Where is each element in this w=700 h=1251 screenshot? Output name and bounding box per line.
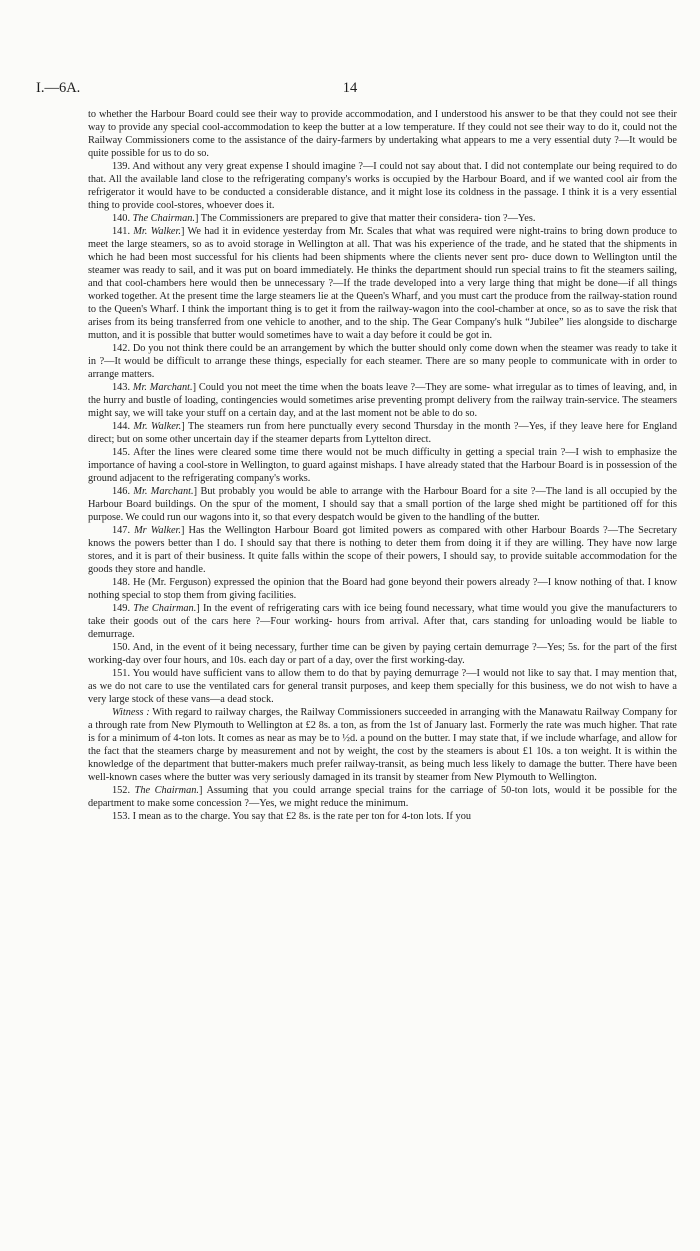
paragraph-text: to whether the Harbour Board could see their way to provide accommodation, and I understood his answer to be that they could not see their way to provide any special cool-accommodation to keep the butter at a low temperature. If they could not see their way to do it, could not the Railway Commissioners come to the assistance of the dairy-farmers by undertaking what appears to me a very essential duty ?—It would be quite possible for us to do so.	[88, 109, 677, 159]
question-number: 147.	[112, 525, 135, 536]
question-number: 144.	[112, 421, 134, 432]
question-number: 143.	[112, 382, 133, 393]
paragraph-text: With regard to railway charges, the Railway Commissioners succeeded in arranging with the Manawatu Railway Company for a through rate from New Plymouth to Wellington at £2 8s. a ton, as from the 1st of January last. Formerly the rate was much higher. That rate is for a minimum of 4-ton lots. It comes as near as may be to ½d. a pound on the butter. I may state that, if we include wharfage, and allow for the fact that the steamers charge by measurement and not by weight, the cost by the steamers is about £1 10s. a ton weight. It is within the knowledge of the department that butter-makers much prefer railway-transit, as being much less likely to damage the butter. There have been well-known cases where the butter was very seriously damaged in its transit by steamer from New Plymouth to Wellington.	[88, 707, 677, 783]
question-number: 140.	[112, 213, 133, 224]
paragraph	[88, 446, 677, 485]
speaker-name: Mr. Marchant.	[132, 382, 193, 393]
speaker-name: The Chairman.	[134, 785, 199, 796]
speaker-name: Mr. Walker.	[133, 226, 181, 237]
paragraph	[88, 667, 677, 706]
page-body	[88, 108, 677, 823]
page-number: 14	[342, 80, 358, 96]
paragraph-text: Could you not meet the time when the boats leave ?—They are some- what irregular as to times of leaving, and, in the hurry and bustle of loading, contingencies would sometimes arise preventing prompt delivery from the railway train-service. The steamers might say, we will take your stuff on a certain day, and at the last moment not be able to do so.	[88, 382, 677, 419]
paragraph-text: 150. And, in the event of it being necessary, further time can be given by paying certain demurrage ?—Yes; 5s. for the part of the first working-day over four hours, and 10s. each day or part of a day, over the first working-day.	[88, 642, 677, 666]
paragraph	[88, 160, 677, 212]
speaker-name: The Chairman.	[132, 213, 195, 224]
paragraph-text: The steamers run from here punctually every second Thursday in the month ?—Yes, if they leave here for England direct; but on some other uncertain day if the steamer departs from Lyttelton direct.	[88, 421, 677, 445]
paragraph	[88, 641, 677, 667]
question-number: 146.	[112, 486, 134, 497]
paragraph-text: But probably you would be able to arrange with the Harbour Board for a site ?—The land is all occupied by the Harbour Board buildings. On the spur of the moment, I should say that a small portion of the large shed might be partitioned off for this purpose. We could run our wagons into it, so that every despatch would be given to the handling of the butter.	[88, 486, 677, 523]
question-number: 149.	[112, 603, 134, 614]
paragraph	[88, 810, 677, 823]
paragraph: 140. The Chairman.] The Commissioners are prepared to give that matter their considera- tion ?—Yes.	[112, 213, 536, 224]
speaker-name: Mr Walker.	[134, 525, 181, 536]
page-header	[36, 80, 664, 100]
paragraph: 141. Mr. Walker.] We had it in evidence yesterday from Mr. Scales that what was required were night-trains to bring down produce to meet the large steamers, so as to avoid storage in Wellington at all. That was his experience of the trade, and he stated that the shipments in which he had been most successful for his clients had been shipments where the clients never sent pro- duce down to Wellington until the steamer was ready to sail, and it was put on board immediately. He thinks the department should run special trains to fit the steamers sailing, and that cool-chambers here would then be unnecessary ?—If the trade developed into a very large thing that might be done—if all things worked together. At the present time the large steamers lie at the Queen's Wharf, and you must cart the produce from the railway-station round to the Queen's Wharf. I think the important thing is to get it from the railway-wagon into the cool-chamber at once, so as to save the risk that arises from its being transferred from one vehicle to another, and to the ship. The Gear Company's hulk “Jubilee” lies alongside to discharge mutton, and it is possible that butter would sometimes have to wait a day before it could be got in.	[88, 226, 677, 341]
paragraph	[88, 576, 677, 602]
paragraph: 143. Mr. Marchant.] Could you not meet the time when the boats leave ?—They are some- what irregular as to times of leaving, and, in the hurry and bustle of loading, contingencies would sometimes arise preventing prompt delivery from the railway train-service. The steamers might say, we will take your stuff on a certain day, and at the last moment not be able to do so.	[88, 382, 677, 419]
speaker-name: The Chairman.	[133, 603, 197, 614]
paragraph	[88, 342, 677, 381]
paragraph-text: 151. You would have sufficient vans to allow them to do that by paying demurrage ?—I would not like to say that. I may mention that, as we do not care to use the ventilated cars for general transit purposes, and keep them specially for this business, we do not wish to have a very large stock of these vans—a dead stock.	[88, 668, 677, 705]
paragraph-text: In the event of refrigerating cars with ice being found necessary, what time would you give the manufacturers to take their goods out of the cars here ?—Four working- hours from arrival. After that, cars standing for unloading would be liable to demurrage.	[88, 603, 677, 640]
paragraph-text: We had it in evidence yesterday from Mr. Scales that what was required were night-trains to bring down produce to meet the large steamers, so as to avoid storage in Wellington at all. That was his experience of the trade, and he stated that the shipments in which he had been most successful for his clients had been shipments where the clients never sent pro- duce down to Wellington until the steamer was ready to sail, and it was put on board immediately. He thinks the department should run special trains to fit the steamers sailing, and that cool-chambers here would then be unnecessary ?—If the trade developed into a very large thing that might be done—if all things worked together. At the present time the large steamers lie at the Queen's Wharf, and you must cart the produce from the railway-station round to the Queen's Wharf. I think the important thing is to get it from the railway-wagon into the cool-chamber at once, so as to save the risk that arises from its being transferred from one vehicle to another, and to the ship. The Gear Company's hulk “Jubilee” lies alongside to discharge mutton, and it is possible that butter would sometimes have to wait a day before it could be got in.	[88, 226, 677, 341]
paragraph-text: 142. Do you not think there could be an arrangement by which the butter should only come down when the steamer was ready to take it in ?—It would be difficult to arrange these things, especially for each steamer. There are so many people to communicate with in order to arrange matters.	[88, 343, 677, 380]
question-number: 152.	[112, 785, 135, 796]
paragraph-text: 145. After the lines were cleared some time there would not be much difficulty in getting a special train ?—I wish to emphasize the importance of having a cool-store in Wellington, to guard against mishaps. I have already stated that the Harbour Board is in possession of the ground adjacent to the refrigerating company's works.	[88, 447, 677, 484]
speaker-name: Mr. Marchant.	[133, 486, 194, 497]
question-number: 141.	[112, 226, 134, 237]
paragraph	[88, 108, 677, 160]
paragraph: 144. Mr. Walker.] The steamers run from here punctually every second Thursday in the month ?—Yes, if they leave here for England direct; but on some other uncertain day if the steamer departs from Lyttelton direct.	[88, 421, 677, 445]
paragraph-text: 153. I mean as to the charge. You say that £2 8s. is the rate per ton for 4-ton lots. If you	[112, 811, 471, 822]
paragraph: 146. Mr. Marchant.] But probably you would be able to arrange with the Harbour Board for a site ?—The land is all occupied by the Harbour Board buildings. On the spur of the moment, I should say that a small portion of the large shed might be partitioned off for this purpose. We could run our wagons into it, so that every despatch would be given to the handling of the butter.	[88, 486, 677, 523]
paragraph-text: The Commissioners are prepared to give that matter their considera- tion ?—Yes.	[200, 213, 536, 224]
paragraph: 152. The Chairman.] Assuming that you could arrange special trains for the carriage of 50-ton lots, would it be possible for the department to make some concession ?—Yes, we might reduce the minimum.	[88, 785, 677, 809]
speaker-name: Mr. Walker.	[133, 421, 182, 432]
paragraph-text: Assuming that you could arrange special trains for the carriage of 50-ton lots, would it be possible for the department to make some concession ?—Yes, we might reduce the minimum.	[88, 785, 677, 809]
paragraph	[88, 706, 677, 784]
paragraph: 149. The Chairman.] In the event of refrigerating cars with ice being found necessary, what time would you give the manufacturers to take their goods out of the cars here ?—Four working- hours from arrival. After that, cars standing for unloading would be liable to demurrage.	[88, 603, 677, 640]
paragraph-text: 148. He (Mr. Ferguson) expressed the opinion that the Board had gone beyond their powers already ?—I know nothing of that. I know nothing special to stop them from giving facilities.	[88, 577, 677, 601]
paragraph-text: Has the Wellington Harbour Board got limited powers as compared with other Harbour Boards ?—The Secretary knows the powers better than I do. I should say that there is nothing to deter them from doing it if they are willing. They have now large stores, and it is part of their business. It quite falls within the scope of their powers, I should say, to provide suitable accommodation for the goods they store and handle.	[88, 525, 677, 575]
paragraph: 147. Mr Walker.] Has the Wellington Harbour Board got limited powers as compared with other Harbour Boards ?—The Secretary knows the powers better than I do. I should say that there is nothing to deter them from doing it if they are willing. They have now large stores, and it is part of their business. It quite falls within the scope of their powers, I should say, to provide suitable accommodation for the goods they store and handle.	[88, 525, 677, 575]
document-reference: I.—6A.	[36, 80, 81, 96]
paragraph-text: 139. And without any very great expense I should imagine ?—I could not say about that. I did not contemplate our being required to do that. All the available land close to the refrigerating company's works is occupied by the Harbour Board, and if we wanted cool air from the refrigerator it would have to be conducted a considerable distance, and it might lose its coldness in the passage. I think it is a very essential thing to provide cool-stores, whoever does it.	[88, 161, 677, 211]
speaker-name: Witness :	[112, 707, 150, 718]
